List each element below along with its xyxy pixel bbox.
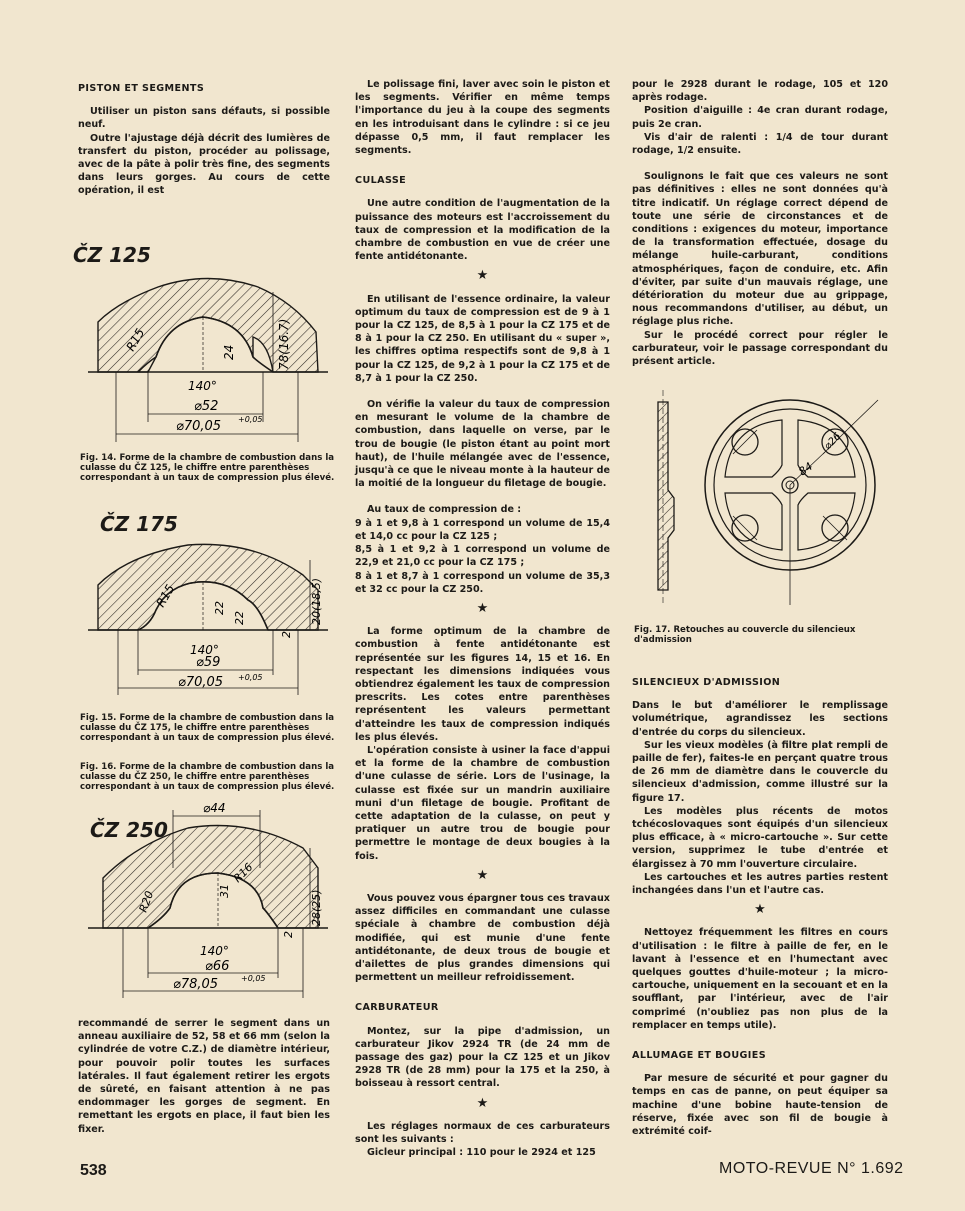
column-2: [355, 78, 610, 1159]
fig14-tol: +0,05: [238, 415, 263, 424]
paragraph: Le polissage fini, laver avec soin le piston et les segments. Vérifier en même temps l'importance du jeu à la coupe des segments en les introduisant dans le cylindre : si ce jeu dépasse 0,5 mm, il faut remplacer les segments.: [355, 79, 610, 157]
fig14-dim: 78(16.7): [277, 318, 291, 370]
fig14-caption: Fig. 14. Forme de la chambre de combustion dans la culasse du ČZ 125, le chiffre entre parenthèses correspondant à un taux de compression plus élevé.: [80, 453, 335, 484]
heading-culasse: CULASSE: [355, 175, 407, 187]
fig16-dim: ⌀78,05: [173, 977, 219, 992]
star-separator: ★: [476, 268, 489, 284]
paragraph: Les cartouches et les autres parties restent inchangées dans l'un et l'autre cas.: [632, 871, 888, 897]
fig16-dim: R20: [136, 889, 157, 915]
paragraph: Dans le but d'améliorer le remplissage volumétrique, agrandissez les sections d'entrée du corps du silencieux.: [632, 700, 888, 738]
fig15-dim: ⌀59: [196, 655, 221, 670]
fig16-dim: ⌀66: [205, 959, 230, 974]
fig16-caption: Fig. 16. Forme de la chambre de combustion dans la culasse du ČZ 250, le chiffre entre parenthèses correspondant à un taux de compression plus élevé.: [80, 762, 335, 793]
fig14-dim: 24: [222, 344, 236, 360]
fig17-caption: Fig. 17. Retouches au couvercle du silencieux d'admission: [634, 625, 856, 646]
fig15-drawing: [78, 530, 338, 710]
fig16-dim: 140°: [200, 944, 229, 958]
paragraph: Par mesure de sécurité et pour gagner du temps en cas de panne, on peut équiper sa machine d'une bobine haute-tension de réserve, fixée avec son fil de bougie à extrémité coif-: [632, 1073, 888, 1138]
fig16-dim: ⌀44: [203, 801, 226, 815]
paragraph: Gicleur principal : 110 pour le 2924 et 125: [367, 1147, 596, 1159]
paragraph: Une autre condition de l'augmentation de la puissance des moteurs est l'accroissement du taux de compression et la modification de la chambre de combustion en vue de créer une fente antidétonante.: [355, 198, 610, 263]
heading-silencieux: SILENCIEUX D'ADMISSION: [632, 677, 781, 688]
paragraph: Position d'aiguille : 4e cran durant rodage, puis 2e cran.: [632, 105, 888, 130]
fig16-dim: 28(25): [310, 889, 323, 926]
fig15-dim: 22: [233, 611, 246, 625]
paragraph: Sur le procédé correct pour régler le carburateur, voir le passage correspondant du présent article.: [632, 329, 888, 368]
fig16-title: ČZ 250: [90, 818, 168, 842]
fig14-dim: ⌀52: [194, 399, 219, 414]
fig14-drawing: [78, 262, 338, 452]
heading-piston: PISTON ET SEGMENTS: [78, 83, 205, 94]
star-separator: ★: [476, 600, 489, 616]
fig14-dim: ⌀70,05: [176, 419, 222, 434]
paragraph: En utilisant de l'essence ordinaire, la valeur optimum du taux de compression est de 9 à 1 pour la CZ 125, de 8,5 à 1 pour la CZ 175 et de 8 à 1 pour la CZ 250. En utilisant du « super », les chiffres optima respectifs sont de 9,8 à 1 pour la CZ 125, de 9,2 à 1 pour la CZ 175 et de 8,7 à 1 pour la CZ 250.: [355, 293, 610, 384]
paragraph: 9 à 1 et 9,8 à 1 correspond un volume de 15,4 et 14,0 cc pour la CZ 125 ;: [355, 517, 610, 542]
column-3: [632, 78, 888, 368]
star-separator: ★: [754, 902, 766, 918]
paragraph: Nettoyez fréquemment les filtres en cours d'utilisation : le filtre à paille de fer, en le lavant à l'essence et en l'humectant avec quelques gouttes d'huile-moteur ; la micro-cartouche, uniquement en la secouant et en la soufflant, par l'intérieur, avec de l'air comprimé (n'oubliez pas non plus de la remplacer en temps utile).: [632, 927, 888, 1031]
fig16-dim: 2: [282, 931, 295, 938]
fig15-dim: ⌀70,05: [178, 675, 224, 690]
paragraph: Vous pouvez vous épargner tous ces travaux assez difficiles en commandant une culasse spéciale à chambre de combustion déjà modifiée, qui est munie d'une fente antidétonante, de deux trous de bougie et d'ailettes de plus grandes dimensions qui permettent un meilleur refroidissement.: [355, 892, 610, 984]
paragraph: Vis d'air de ralenti : 1/4 de tour durant rodage, 1/2 ensuite.: [632, 131, 888, 157]
paragraph: Au taux de compression de :: [367, 504, 522, 516]
fig15-dim: R15: [153, 582, 178, 610]
paragraph: 8 à 1 et 8,7 à 1 correspond un volume de 35,3 et 32 cc pour la CZ 250.: [355, 570, 610, 595]
fig17-dim: ⌀26: [822, 431, 844, 453]
fig14-dim: 140°: [188, 379, 217, 393]
column-3-bottom: [632, 672, 888, 1138]
star-separator: ★: [476, 1095, 489, 1111]
fig15-dim: 2: [280, 631, 293, 638]
paragraph: La forme optimum de la chambre de combustion à fente antidétonante est représentée sur les figures 14, 15 et 16. En respectant les dimensions indiquées vous obtiendrez également les taux de compression prescrits. Les cotes entre parenthèses représentent les valeurs permettant d'atteindre les taux de compression indiqués les plus élevés.: [355, 626, 610, 743]
paragraph: recommandé de serrer le segment dans un anneau auxiliaire de 52, 58 et 66 mm (selon la cylindrée de votre C.Z.) de diamètre intérieur, pour pouvoir polir toutes les surfaces latérales. Il faut également retirer les ergots de sûreté, en faisant attention à ne pas endommager les gorges de segment. En remettant les ergots en place, il faut bien les fixer.: [78, 1018, 330, 1135]
fig14-dim: R15: [123, 326, 148, 354]
paragraph: 8,5 à 1 et 9,2 à 1 correspond un volume de 22,9 et 21,0 cc pour la CZ 175 ;: [355, 544, 610, 569]
fig16-drawing: [78, 798, 338, 1013]
fig16-dim: R16: [230, 860, 256, 886]
fig16-dim: 31: [218, 884, 231, 898]
star-separator: ★: [476, 867, 489, 883]
fig15-dim: 22: [213, 601, 226, 615]
page-number: 538: [80, 1162, 107, 1179]
fig15-title: ČZ 175: [100, 512, 178, 536]
paragraph: Les réglages normaux de ces carburateurs sont les suivants :: [355, 1120, 610, 1146]
fig16-tol: +0,05: [241, 974, 266, 983]
magazine-footer: MOTO-REVUE N° 1.692: [719, 1160, 904, 1177]
fig14-title: ČZ 125: [73, 243, 151, 267]
column-1: [78, 78, 330, 198]
paragraph: On vérifie la valeur du taux de compression en mesurant le volume de la chambre de combustion, dans laquelle on verse, par le trou de bougie (le piston étant au point mort haut), de l'huile mélangée avec de l'essence, jusqu'à ce que le niveau monte à la hauteur de la moitié de la longueur du filetage de bougie.: [355, 399, 610, 490]
heading-carburateur: CARBURATEUR: [355, 1002, 439, 1014]
paragraph: Sur les vieux modèles (à filtre plat rempli de paille de fer), faites-le en perçant quatre trous de 26 mm de diamètre dans le couvercle du silencieux d'admission, comme illustré sur la figure 17.: [632, 739, 888, 804]
column-1-bottom: [78, 1017, 330, 1136]
fig17-dim: 84: [796, 459, 816, 479]
heading-allumage: ALLUMAGE ET BOUGIES: [632, 1050, 767, 1062]
fig15-tol: +0,05: [238, 673, 263, 682]
paragraph: Soulignons le fait que ces valeurs ne sont pas définitives : elles ne sont données qu'à titre indicatif. Un réglage correct dépend de toute une série de circonstances et de conditions : exigences du moteur, importance de la transformation effectuée, dosage du mélange huile-carburant, conditions atmosphériques, façon de conduire, etc. Afin d'éviter, par suite d'un mauvais réglage, une détérioration du moteur due au grippage, nous recommandons d'utiliser, au début, un réglage plus riche.: [632, 171, 888, 328]
fig15-dim: 20(18,5): [310, 577, 323, 625]
fig17-drawing: [640, 390, 900, 615]
paragraph: Utiliser un piston sans défauts, si possible neuf.: [78, 106, 330, 131]
paragraph: L'opération consiste à usiner la face d'appui et la forme de la chambre de combustion d'une culasse de série. Lors de l'usinage, la culasse est fixée sur un mandrin auxiliaire muni d'un filetage de bougie. Profitant de cette adaptation de la culasse, on peut y pratiquer un autre trou de bougie pour permettre le montage de deux bougies à la fois.: [355, 744, 610, 862]
paragraph: Les modèles plus récents de motos tchécoslovaques sont équipés d'un silencieux plus efficace, à « micro-cartouche ». Sur cette version, supprimez le tube d'entrée et élargissez à 70 mm l'ouverture circulaire.: [632, 805, 888, 870]
paragraph: Outre l'ajustage déjà décrit des lumières de transfert du piston, procéder au polissage, avec de la pâte à polir très fine, des segments dans leurs gorges. Au cours de cette opération, il est: [78, 132, 330, 197]
fig15-caption: Fig. 15. Forme de la chambre de combustion dans la culasse du ČZ 175, le chiffre entre parenthèses correspondant à un taux de compression plus élevé.: [80, 713, 335, 744]
fig15-dim: 140°: [190, 643, 219, 657]
paragraph: pour le 2928 durant le rodage, 105 et 120 après rodage.: [632, 79, 888, 104]
paragraph: Montez, sur la pipe d'admission, un carburateur Jikov 2924 TR (de 24 mm de passage des gaz) pour la CZ 125 et un Jikov 2928 TR (de 28 mm) pour la 175 et la 250, à boisseau à ressort central.: [355, 1025, 610, 1090]
